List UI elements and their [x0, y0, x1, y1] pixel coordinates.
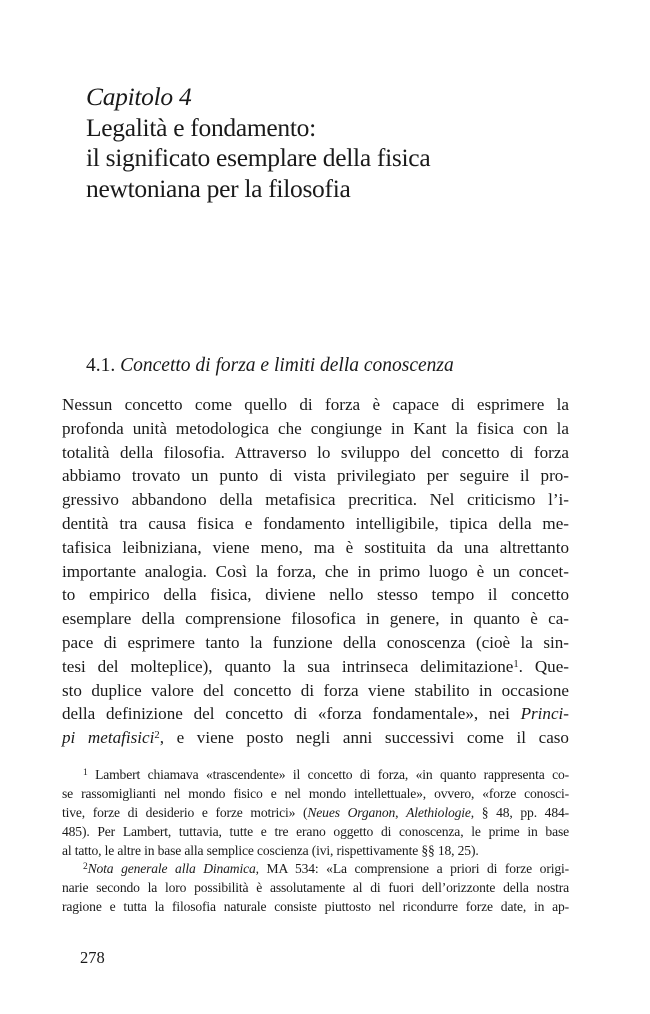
footnote-text-run: , MA 534: «La comprensione a priori di forze origi-: [255, 861, 569, 877]
body-line: tafisica leibniziana, viene meno, ma è sostituita da una altrettanto: [62, 537, 569, 557]
body-line: pace di esprimere tanto la funzione della conoscenza (cioè la sin-: [62, 632, 569, 652]
body-line: profonda unità metodologica che congiunge in Kant la fisica con la: [62, 418, 569, 438]
footnote-ref: 1: [513, 659, 519, 670]
footnote-text-run-italic: Alethiologie: [406, 804, 471, 820]
footnote-text-run: ,: [395, 804, 407, 820]
body-line: Nessun concetto come quello di forza è capace di esprimere la: [62, 395, 569, 414]
footnote-mark: 2: [83, 862, 88, 873]
body-line: totalità della filosofia. Attraverso lo sviluppo del concetto di forza: [62, 442, 569, 462]
body-line: to empirico della fisica, diviene nello stesso tempo il concetto: [62, 585, 569, 605]
footnote-line: ragione e tutta la filosofia naturale consiste piuttosto nel ricondurre forze date, in ap-: [62, 899, 569, 915]
body-text-run: , e viene posto negli anni successivi come il caso: [159, 728, 569, 748]
footnote-text-run-italic: Nota generale alla Dinamica: [87, 861, 256, 877]
body-text-run-italic: pi metafisici: [62, 728, 155, 748]
body-line: abbiamo trovato un punto di vista privilegiato per seguire il pro-: [62, 466, 569, 486]
body-line: importante analogia. Così la forza, che in primo luogo è un concet-: [62, 561, 569, 581]
body-text-run: . Que-: [518, 656, 569, 676]
chapter-title-line: Legalità e fondamento:: [86, 112, 316, 142]
footnote-text-run: , § 48, pp. 484-: [470, 804, 569, 820]
page-number: 278: [80, 948, 105, 967]
body-text-run: della definizione del concetto di «forza fondamentale», nei: [62, 704, 521, 724]
section-title: Concetto di forza e limiti della conoscenza: [120, 355, 454, 376]
footnote-mark: 1: [83, 767, 88, 778]
footnote-line: se rassomiglianti nel mondo fisico e nel mondo intellettuale», ovvero, «forze conosci-: [62, 785, 569, 801]
footnote-line: [62, 860, 569, 879]
body-line: sto duplice valore del concetto di forza viene stabilito in occasione: [62, 680, 569, 700]
body-line: [62, 726, 569, 750]
footnote-line: [62, 804, 569, 823]
footnote-text-run: Lambert chiamava «trascendente» il concetto di forza, «in quanto rappresenta co-: [87, 767, 569, 782]
body-text-run: tesi del molteplice), quanto la sua intrinseca delimitazione: [62, 656, 514, 676]
footnote-line: narie secondo la loro possibilità è assolutamente al di fuori dell’orizzonte della nostra: [62, 880, 569, 896]
body-line: dentità tra causa fisica e fondamento intelligibile, tipica della me-: [62, 513, 569, 533]
chapter-heading: [86, 82, 430, 204]
footnote-line: al tatto, le altre in base alla semplice coscienza (ivi, rispettivamente §§ 18, 25).: [62, 842, 479, 858]
section-number: 4.1.: [86, 355, 116, 376]
footnote-line: [62, 766, 569, 785]
chapter-number: Capitolo 4: [86, 82, 192, 111]
footnote-text-run-italic: Neues Organon: [307, 804, 396, 820]
footnote-line: 485). Per Lambert, tuttavia, tutte e tre erano oggetto di conoscenza, le prime in base: [62, 823, 569, 839]
body-line: gressivo abbandono della metafisica precritica. Nel criticismo l’i-: [62, 490, 569, 510]
chapter-title-line: il significato esemplare della fisica: [86, 143, 431, 172]
section-heading: [86, 353, 454, 379]
footnotes: [62, 766, 569, 917]
body-text-run-italic: Princi-: [520, 704, 569, 724]
footnote-text-run: tive, forze di desiderio e forze motrici» (: [62, 804, 308, 820]
chapter-title-line: newtoniana per la filosofia: [86, 173, 351, 203]
footnote-ref: 2: [154, 730, 160, 742]
body-line: [62, 702, 569, 726]
body-text: [62, 393, 569, 750]
body-line: esemplare della comprensione filosofica in genere, in quanto è ca-: [62, 609, 569, 629]
body-line: [62, 655, 569, 679]
